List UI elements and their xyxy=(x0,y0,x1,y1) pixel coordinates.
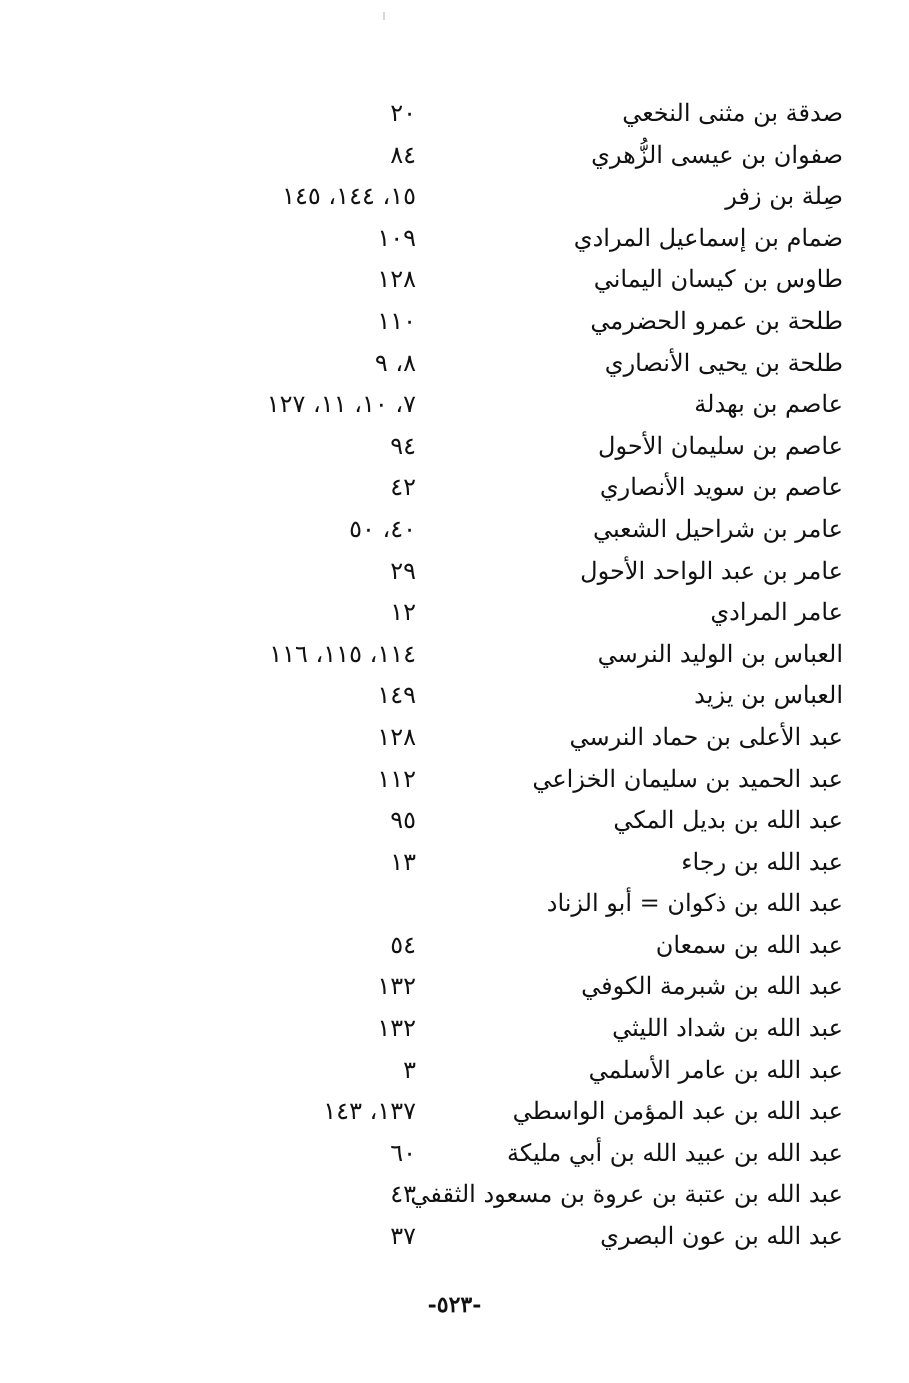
entry-pages: ٢٩ xyxy=(390,556,416,585)
entry-pages: ٨٤ xyxy=(390,140,416,169)
entry-name: عاصم بن سليمان الأحول xyxy=(598,431,843,460)
entry-pages: ٥٤ xyxy=(390,930,416,959)
index-entry xyxy=(0,217,909,259)
index-entry xyxy=(0,383,909,425)
entry-name: عبد الله بن رجاء xyxy=(681,847,843,876)
entry-name: عبد الله بن عون البصري xyxy=(600,1222,843,1251)
index-entry xyxy=(0,633,909,675)
index-entry xyxy=(0,591,909,633)
index-entry xyxy=(0,175,909,217)
entry-pages: ١٢٨ xyxy=(377,265,416,294)
entry-name: طلحة بن يحيى الأنصاري xyxy=(604,348,843,377)
index-entry xyxy=(0,882,909,924)
entry-pages: ٣ xyxy=(403,1055,416,1084)
scan-mark xyxy=(383,12,385,20)
entry-pages: ١١٤، ١١٥، ١١٦ xyxy=(269,639,416,668)
entry-name: صفوان بن عيسى الزُّهري xyxy=(591,140,843,169)
entry-name: العباس بن يزيد xyxy=(694,681,843,710)
index-entry xyxy=(0,674,909,716)
index-entry xyxy=(0,134,909,176)
entry-pages: ١٢٨ xyxy=(377,722,416,751)
index-entry xyxy=(0,342,909,384)
entry-pages: ١٣٢ xyxy=(377,1014,416,1043)
index-entry xyxy=(0,924,909,966)
entry-name: عبد الله بن عبيد الله بن أبي مليكة xyxy=(507,1138,843,1167)
entry-pages: ١٤٩ xyxy=(377,681,416,710)
index-entry xyxy=(0,258,909,300)
entry-pages: ٦٠ xyxy=(390,1138,416,1167)
entry-name: طلحة بن عمرو الحضرمي xyxy=(590,306,843,335)
entry-name: عبد الله بن شبرمة الكوفي xyxy=(581,972,843,1001)
entry-pages: ٤٣ xyxy=(390,1180,416,1209)
index-entry xyxy=(0,92,909,134)
entry-name: عبد الله بن عتبة بن عروة بن مسعود الثقفي xyxy=(410,1180,843,1209)
entry-pages: ١٠٩ xyxy=(377,223,416,252)
index-entry xyxy=(0,466,909,508)
entry-pages: ١٣٧، ١٤٣ xyxy=(323,1097,416,1126)
entry-name: طاوس بن كيسان اليماني xyxy=(593,265,843,294)
entry-name: عبد الأعلى بن حماد النرسي xyxy=(569,722,843,751)
entry-name: عاصم بن بهدلة xyxy=(694,390,843,419)
entry-name: ضمام بن إسماعيل المرادي xyxy=(573,223,843,252)
index-list xyxy=(0,92,909,1257)
entry-name: عبد الله بن عامر الأسلمي xyxy=(588,1055,843,1084)
entry-pages: ١٣٢ xyxy=(377,972,416,1001)
entry-pages: ٧، ١٠، ١١، ١٢٧ xyxy=(266,390,416,419)
index-entry xyxy=(0,1090,909,1132)
entry-name: عامر المرادي xyxy=(710,598,843,627)
entry-name: عبد الله بن سمعان xyxy=(655,930,843,959)
index-entry xyxy=(0,799,909,841)
index-entry xyxy=(0,1215,909,1257)
entry-pages: ٢٠ xyxy=(390,99,416,127)
index-entry xyxy=(0,758,909,800)
page-number: -٥٢٣- xyxy=(427,1292,482,1318)
entry-pages: ١١٢ xyxy=(377,764,416,793)
entry-pages: ٩٤ xyxy=(390,431,416,460)
entry-name: عبد الله بن ذكوان = أبو الزناد xyxy=(546,889,843,918)
index-entry xyxy=(0,1173,909,1215)
entry-name: عامر بن شراحيل الشعبي xyxy=(592,514,843,543)
entry-name: عامر بن عبد الواحد الأحول xyxy=(580,556,843,585)
index-entry xyxy=(0,300,909,342)
entry-pages: ٤٢ xyxy=(390,473,416,502)
entry-pages: ٤٠، ٥٠ xyxy=(349,514,416,543)
entry-name: صدقة بن مثنى النخعي xyxy=(622,99,843,127)
entry-name: عاصم بن سويد الأنصاري xyxy=(599,473,843,502)
index-entry xyxy=(0,1049,909,1091)
index-entry xyxy=(0,425,909,467)
entry-name: عبد الله بن بديل المكي xyxy=(613,806,843,835)
entry-pages: ١١٠ xyxy=(377,306,416,335)
index-entry xyxy=(0,716,909,758)
entry-name: صِلة بن زفر xyxy=(725,182,843,211)
entry-name: عبد الحميد بن سليمان الخزاعي xyxy=(532,764,843,793)
index-entry xyxy=(0,1132,909,1174)
entry-pages: ١٣ xyxy=(390,847,416,876)
index-entry xyxy=(0,841,909,883)
entry-pages: ٨، ٩ xyxy=(374,348,416,377)
entry-name: عبد الله بن شداد الليثي xyxy=(612,1014,843,1043)
entry-pages: ١٢ xyxy=(390,598,416,627)
index-entry xyxy=(0,550,909,592)
entry-pages: ٣٧ xyxy=(390,1222,416,1251)
index-entry xyxy=(0,508,909,550)
index-entry xyxy=(0,965,909,1007)
entry-pages: ٩٥ xyxy=(390,806,416,835)
entry-name: عبد الله بن عبد المؤمن الواسطي xyxy=(512,1097,843,1126)
index-entry xyxy=(0,1007,909,1049)
entry-name: العباس بن الوليد النرسي xyxy=(597,639,843,668)
entry-pages: ١٥، ١٤٤، ١٤٥ xyxy=(282,182,416,211)
